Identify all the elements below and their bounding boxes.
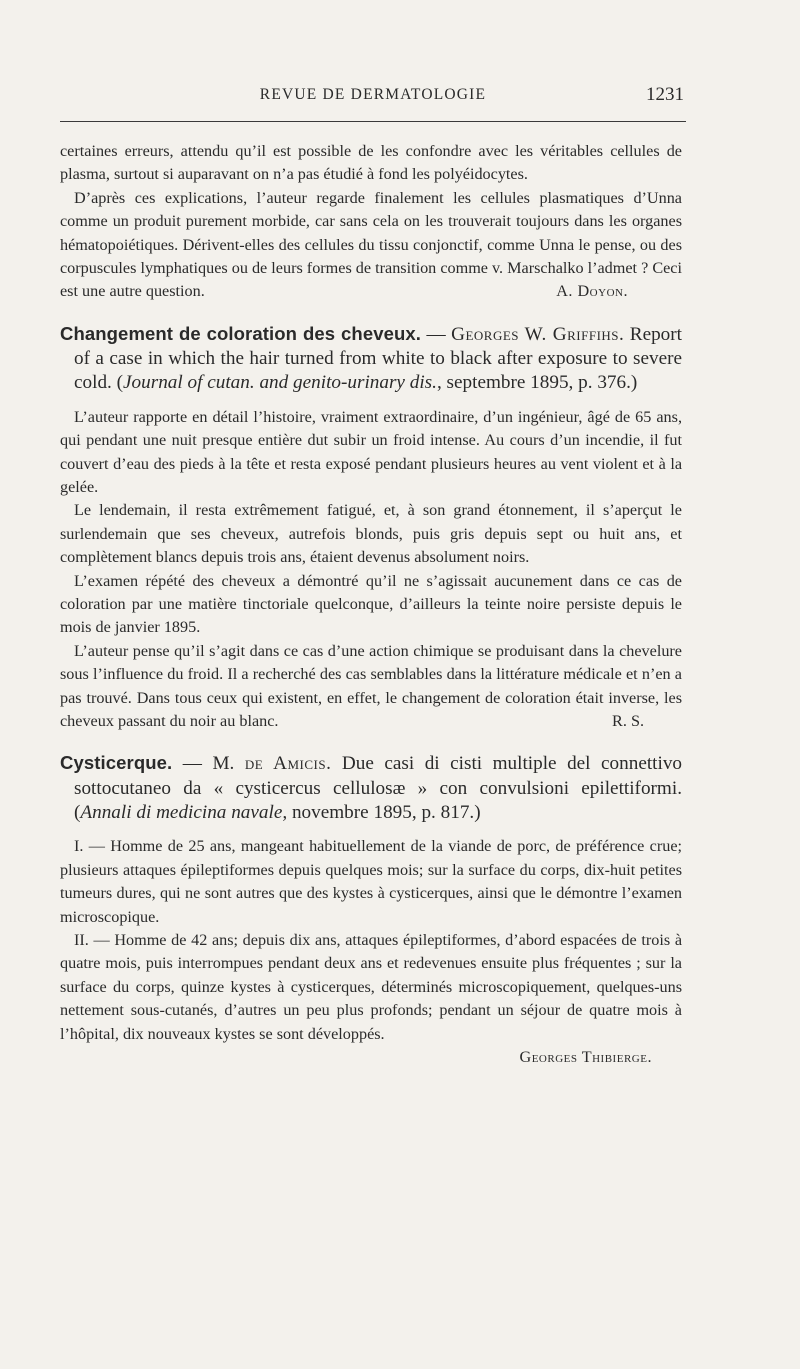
journal-name: Annali di medicina navale, [80, 802, 288, 824]
journal-name: Journal of cutan. and genito-urinary dis. [123, 372, 437, 394]
signature: A. Doyon. [556, 282, 628, 301]
dash: — [421, 323, 452, 345]
running-head [60, 86, 686, 108]
article-subtitle: Due casi di cisti multiple del connettivo sottocutaneo da « cysticercus cellulosæ » con convulsioni epilettiformi. ( [74, 753, 683, 824]
paragraph: II. — Homme de 42 ans; depuis dix ans, attaques épileptiformes, d’abord espacées de trois à quatre mois, puis interrompues pendant deux ans et redevenues ensuite plus fréquentes ; sur la surface du corps, quinze kystes à cysticerques, déterminés microscopiquement, quelques-uns nettement sous-cutanés, d’autres un peu plus profonds; pendant un séjour de quatre mois à l’hôpital, dix nouveaux kystes se sont développés. [60, 930, 682, 1043]
article-heading [60, 322, 682, 396]
article-title: Cysticerque. [60, 752, 173, 774]
author-name: Georges W. Griffihs. [451, 323, 625, 345]
article-subtitle: Report of a case in which the hair turned from white to black after exposure to severe cold. ( [74, 323, 682, 394]
paragraph: certaines erreurs, attendu qu’il est possible de les confondre avec les véritables cellules de plasma, surtout si auparavant on n’a pas étudié à fond les polyéidocytes. [60, 142, 682, 184]
paragraph: L’auteur rapporte en détail l’histoire, vraiment extraordinaire, d’un ingénieur, âgé de 65 ans, qui pendant une nuit presque entière dut subir un froid intense. Au cours d’un incendie, il fut couvert d’eau des pieds à la tête et resta exposé pendant plusieurs heures au vent violent et à la gelée. [60, 407, 682, 496]
author-name: de Amicis. [244, 753, 332, 775]
paragraph: L’examen répété des cheveux a démontré qu’il ne s’agissait aucunement dans ce cas de coloration par une matière tinctoriale quelconque, d’ailleurs la teinte noire persiste depuis le mois de janvier 1895. [60, 571, 682, 637]
citation: novembre 1895, p. 817.) [287, 802, 481, 824]
article-heading [60, 751, 682, 825]
signature: R. S. [612, 712, 644, 731]
article-title: Changement de coloration des cheveux. [60, 322, 422, 344]
journal-title: REVUE DE DERMATOLOGIE [259, 86, 487, 103]
paragraph: L’auteur pense qu’il s’agit dans ce cas d’une action chimique se produisant dans la chevelure sous l’influence du froid. Il a recherché des cas semblables dans la littérature médicale et n’en a pas trouvé. Dans tous ceux qui existent, en effet, le changement de coloration était inverse, les cheveux passant du noir au blanc. [60, 641, 682, 731]
signature: Georges Thibierge. [519, 1048, 652, 1066]
page-number: 1231 [646, 84, 684, 105]
citation: , septembre 1895, p. 376.) [436, 372, 638, 394]
body-text [60, 140, 682, 1069]
signature-line [60, 1046, 682, 1069]
paragraph: Le lendemain, il resta extrêmement fatigué, et, à son grand étonnement, il s’aperçut le surlendemain que ses cheveux, autrefois blonds, puis gris depuis sept ou huit ans, et complètement blancs depuis trois ans, étaient devenus absolument noirs. [60, 501, 682, 567]
paragraph: I. — Homme de 25 ans, mangeant habituellement de la viande de porc, de préférence crue; plusieurs attaques épileptiformes depuis quelques mois; sur la surface du corps, dix-huit petites tumeurs dures, qui ne sont autres que des kystes à cysticerques, ainsi que le démontre l’examen microscopique. [60, 837, 682, 926]
author-prefix: M. [212, 753, 245, 775]
dash: — [172, 753, 213, 775]
paragraph: D’après ces explications, l’auteur regarde finalement les cellules plasmatiques d’Unna comme un produit purement morbide, car sans cela on les trouverait toujours dans les organes hématopoiétiques. Dérivent-elles des cellules du tissu conjonctif, comme Unna le pense, ou des corpuscules lymphatiques ou de leurs formes de transition comme v. Marschalko l’admet ? Ceci est une autre question. [60, 188, 682, 301]
header-rule [60, 121, 686, 122]
